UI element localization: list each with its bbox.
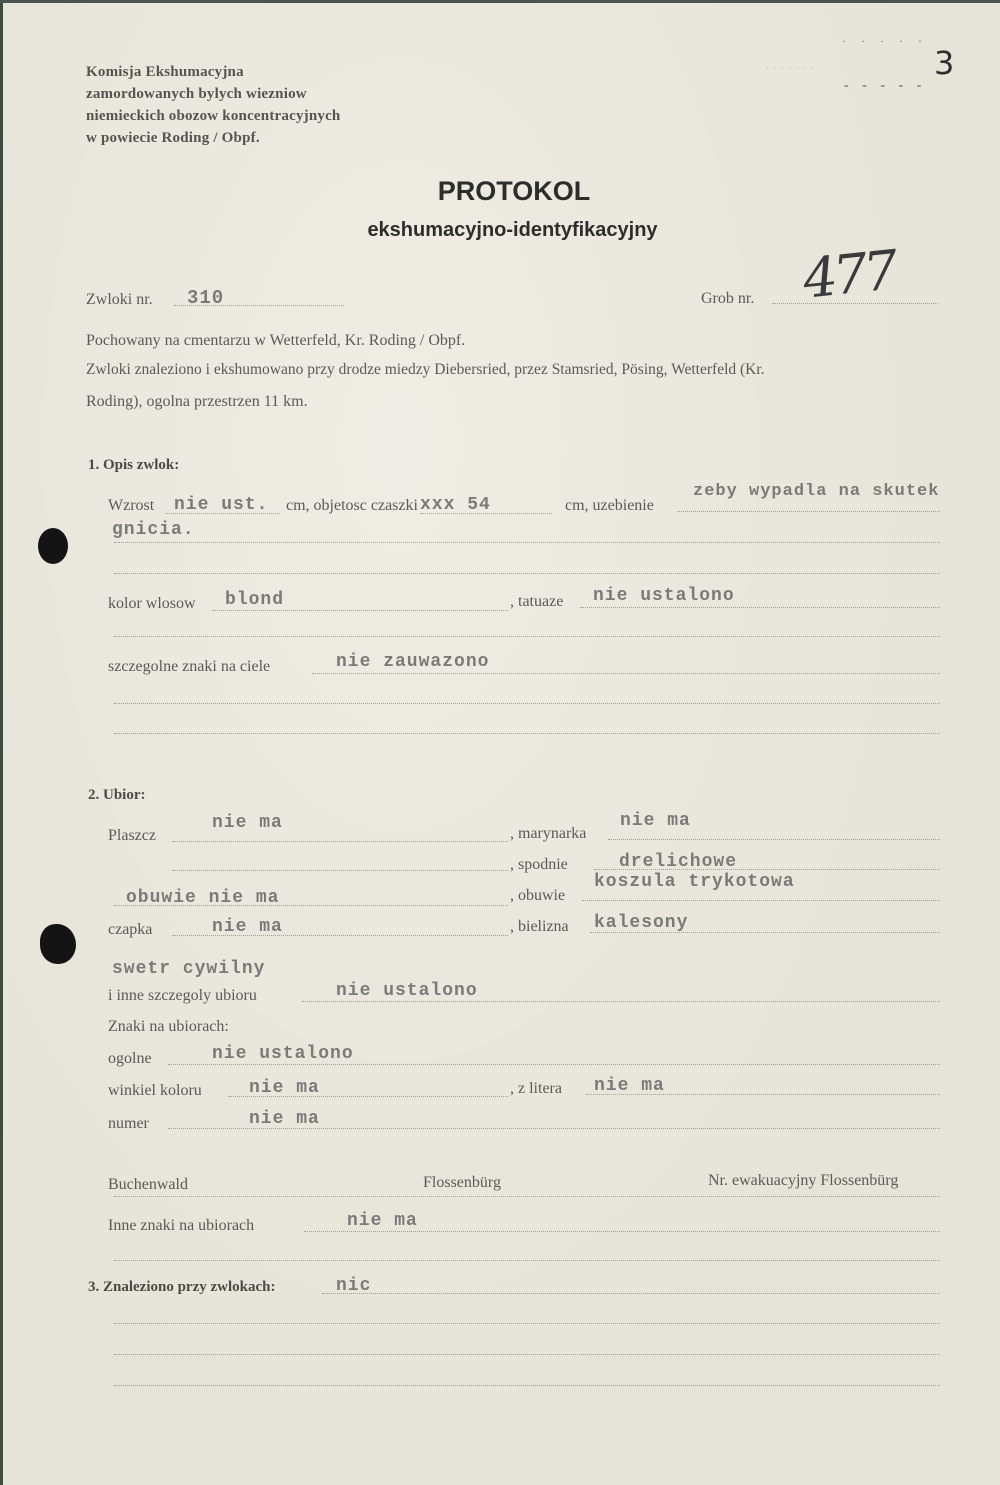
- obuwie-label: , obuwie: [510, 887, 566, 904]
- inne-znaki-value: nie ma: [347, 1211, 418, 1231]
- spodnie-label: , spodnie: [510, 856, 568, 873]
- page-edge-top: [0, 0, 1000, 3]
- obuwie-value: koszula trykotowa: [594, 872, 795, 892]
- bielizna-label: , bielizna: [510, 918, 569, 935]
- flossenburg-label: Flossenbürg: [423, 1174, 501, 1191]
- ogolne-label: ogolne: [108, 1050, 152, 1067]
- uzebienie-value-2: gnicia.: [112, 520, 195, 540]
- inne-szczegoly-value: nie ustalono: [336, 981, 478, 1001]
- marynarka-value: nie ma: [620, 811, 691, 831]
- org-line: zamordowanych bylych wiezniow: [86, 86, 307, 102]
- tatuaze-line: [580, 607, 940, 608]
- pochowany-text: Pochowany na cmentarzu w Wetterfeld, Kr. Roding / Obpf.: [86, 332, 466, 349]
- obuwie-line: [582, 900, 940, 901]
- marynarka-label: , marynarka: [510, 825, 587, 842]
- punch-hole-top: [38, 528, 68, 564]
- znaki-cialo-value: nie zauwazono: [336, 652, 490, 672]
- objetosc-value: xxx 54: [420, 495, 491, 515]
- blank-line: [114, 1385, 940, 1386]
- punch-hole-bottom: [40, 924, 76, 964]
- znaki-cialo-label: szczegolne znaki na ciele: [108, 658, 271, 675]
- section-2-heading: 2. Ubior:: [88, 787, 146, 803]
- numer-value: nie ma: [249, 1109, 320, 1129]
- section-1-heading: 1. Opis zwlok:: [88, 457, 180, 473]
- buchenwald-label: Buchenwald: [108, 1176, 188, 1193]
- document-subtitle: ekshumacyjno-identyfikacyjny: [367, 219, 658, 241]
- wlosy-label: kolor wlosow: [108, 595, 196, 612]
- nr-ewakuacyjny-label: Nr. ewakuacyjny Flossenbürg: [708, 1172, 899, 1189]
- blank-line: [114, 1354, 940, 1355]
- uzebienie-value: zeby wypadla na skutek: [693, 482, 940, 501]
- winkiel-value: nie ma: [249, 1078, 320, 1098]
- section-3-heading: 3. Znaleziono przy zwlokach:: [88, 1279, 276, 1295]
- blank-line: [114, 733, 940, 734]
- uzebienie-line: [677, 511, 940, 512]
- znaleziono-line-2: Roding), ogolna przestrzen 11 km.: [86, 393, 308, 410]
- plaszcz-value: nie ma: [212, 813, 283, 833]
- winkiel-label: winkiel koloru: [108, 1082, 202, 1099]
- blank-line: [114, 1260, 940, 1261]
- tatuaze-label: , tatuaze: [510, 593, 564, 610]
- zwloki-value: 310: [187, 287, 225, 309]
- plaszcz-label: Plaszcz: [108, 827, 156, 844]
- znaki-cialo-line: [312, 673, 940, 674]
- wlosy-value: blond: [225, 590, 285, 610]
- litera-value: nie ma: [594, 1076, 665, 1096]
- org-line: w powiecie Roding / Obpf.: [86, 130, 260, 146]
- czapka-label: czapka: [108, 921, 153, 938]
- blank-line: [114, 905, 508, 906]
- zwloki-label: Zwloki nr.: [86, 291, 153, 308]
- numer-label: numer: [108, 1115, 149, 1132]
- objetosc-label: cm, objetosc czaszki: [286, 497, 418, 514]
- blank-line: [114, 1323, 940, 1324]
- wzrost-label: Wzrost: [108, 497, 155, 514]
- litera-label: , z litera: [510, 1080, 562, 1097]
- grob-value-handwritten: 477: [800, 238, 898, 311]
- blank-line: [114, 703, 940, 704]
- marynarka-line: [608, 839, 940, 840]
- spodnie-value: drelichowe: [619, 852, 738, 872]
- blank-line: [114, 1196, 940, 1197]
- blank-line: [114, 573, 940, 574]
- section-3-line: [322, 1293, 940, 1294]
- organization-block: [86, 61, 340, 149]
- blank-line: [172, 870, 508, 871]
- bleed-through-text: · · · · · · ·: [765, 60, 815, 75]
- document-title: PROTOKOL: [437, 176, 591, 206]
- uzebienie-label: cm, uzebienie: [565, 497, 654, 514]
- znaleziono-line-1: Zwloki znaleziono i ekshumowano przy drodze miedzy Diebersried, przez Stamsried, Pösing, Wetterfeld (Kr.: [86, 361, 765, 378]
- inne-znaki-line: [304, 1231, 940, 1232]
- dots-mark: · · · · ·: [842, 34, 928, 48]
- bielizna-value: kalesony: [594, 913, 689, 933]
- czapka-value: nie ma: [212, 917, 283, 937]
- ogolne-value: nie ustalono: [212, 1044, 354, 1064]
- section-3-value: nic: [336, 1276, 372, 1296]
- blank-line: [114, 636, 940, 637]
- plaszcz-line: [172, 841, 508, 842]
- page-number: 3: [934, 44, 955, 82]
- dash-mark: - - - - -: [844, 78, 927, 93]
- grob-label: Grob nr.: [701, 290, 755, 307]
- org-line: Komisja Ekshumacyjna: [86, 64, 244, 80]
- extra-clothing-value: swetr cywilny: [112, 959, 266, 979]
- inne-szczegoly-line: [302, 1001, 940, 1002]
- wzrost-value: nie ust.: [174, 495, 269, 515]
- inne-szczegoly-label: i inne szczegoly ubioru: [108, 987, 257, 1004]
- wlosy-line: [212, 610, 508, 611]
- ogolne-line: [168, 1064, 940, 1065]
- inne-znaki-label: Inne znaki na ubiorach: [108, 1217, 255, 1234]
- org-line: niemieckich obozow koncentracyjnych: [86, 108, 341, 124]
- tatuaze-value: nie ustalono: [593, 586, 735, 606]
- uzebienie-line-2: [114, 542, 940, 543]
- obuwie-left-value: obuwie nie ma: [126, 888, 280, 908]
- znaki-ubiorach-label: Znaki na ubiorach:: [108, 1018, 229, 1035]
